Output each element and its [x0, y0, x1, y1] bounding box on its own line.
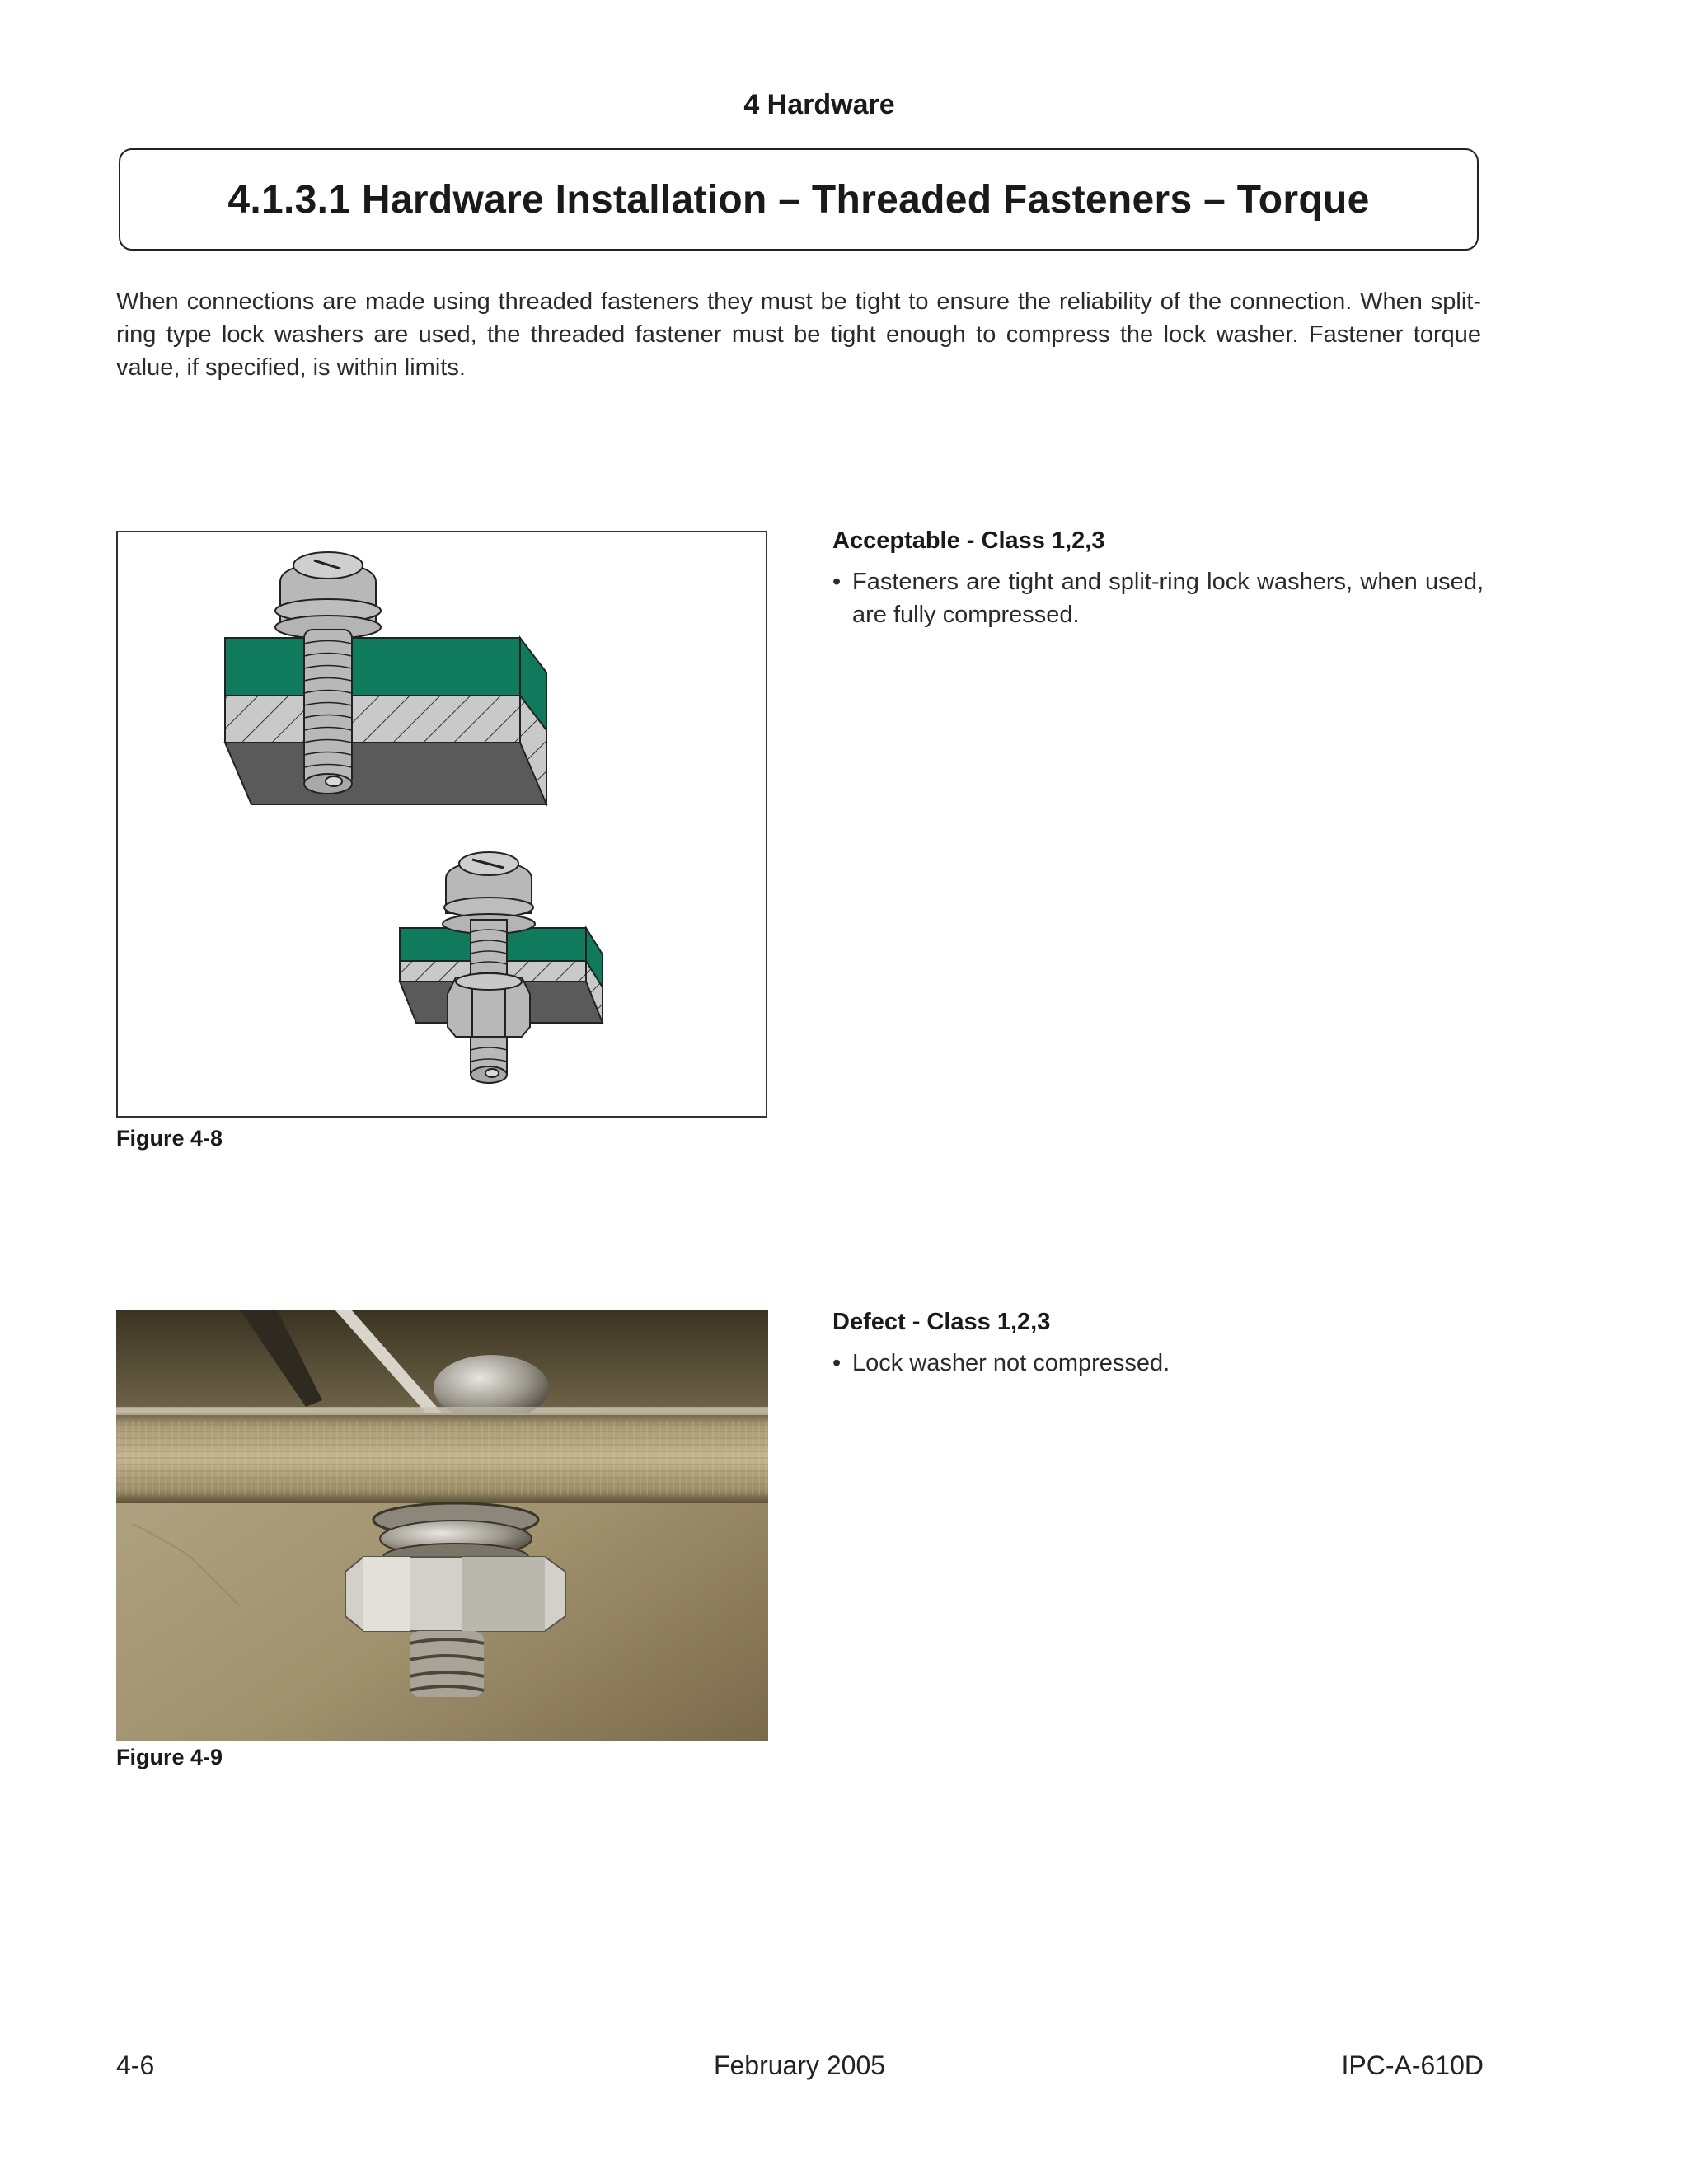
- figure-4-8-illustration: [116, 531, 767, 1118]
- intro-paragraph: When connections are made using threaded fasteners they must be tight to ensure the reliability of the connection. When split-ring type lock washers are used, the threaded fastener must be tight enough to compress the lock washer. Fastener torque value, if specified, is within limits.: [116, 288, 1481, 381]
- list-item: • Lock washer not compressed.: [832, 1347, 1484, 1380]
- figure-caption: Figure 4-9: [116, 1745, 223, 1769]
- document-id: IPC-A-610D: [1341, 2050, 1484, 2080]
- defect-bullet-list: [832, 1347, 1484, 1380]
- section-title: 4.1.3.1 Hardware Installation – Threaded Fasteners – Torque: [227, 177, 1370, 222]
- section-title-box: [119, 148, 1479, 251]
- figure-caption: Figure 4-8: [116, 1126, 223, 1151]
- page-number: 4-6: [116, 2050, 155, 2080]
- defect-heading: Defect - Class 1,2,3: [832, 1309, 1051, 1335]
- chapter-header: 4 Hardware: [743, 89, 895, 120]
- acceptable-bullet-list: [832, 565, 1484, 631]
- acceptable-heading: Acceptable - Class 1,2,3: [832, 527, 1105, 554]
- lower-fastener-assembly: [400, 852, 603, 1083]
- figure-4-9-photo: [116, 1310, 768, 1741]
- list-item: • Fasteners are tight and split-ring lock washers, when used, are fully compressed.: [832, 565, 1484, 631]
- publication-date: February 2005: [713, 2050, 886, 2080]
- upper-fastener-assembly: [225, 552, 546, 804]
